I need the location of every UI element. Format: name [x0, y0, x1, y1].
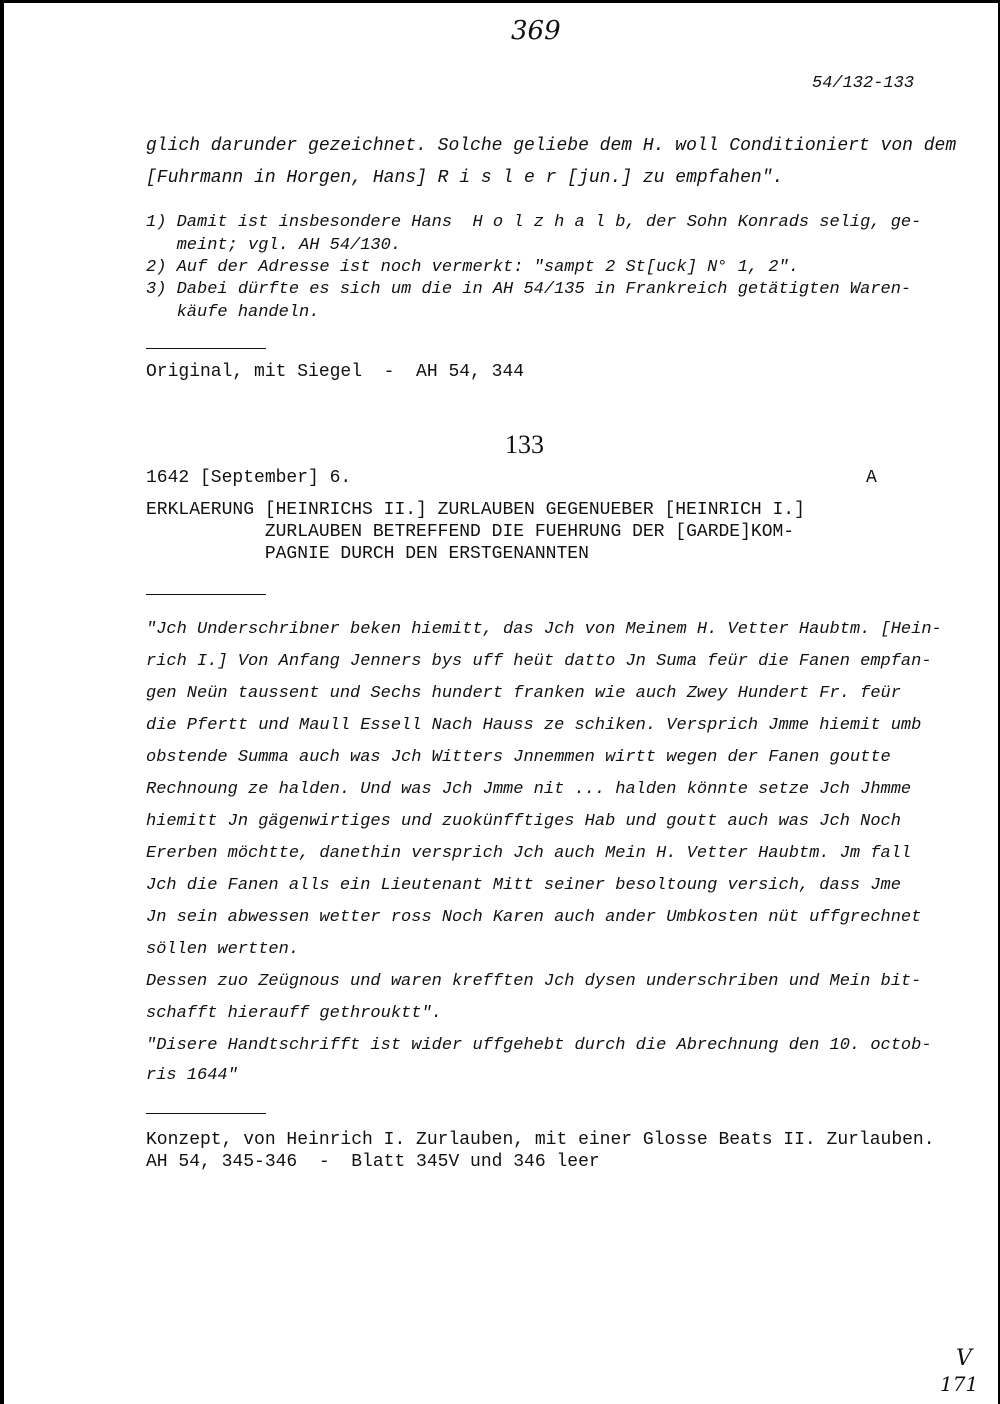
body-line: hiemitt Jn gägenwirtiges und zuokünfftiges Hab und goutt auch was Jch Noch — [146, 812, 901, 831]
footnote-line: 3) Dabei dürfte es sich um die in AH 54/135 in Frankreich getätigten Waren- — [146, 280, 912, 299]
document-type: A — [866, 468, 877, 488]
footnote-line: 2) Auf der Adresse ist noch vermerkt: "sampt 2 St[uck] N° 1, 2". — [146, 258, 799, 277]
body-line: gen Neün taussent und Sechs hundert franken wie auch Zwey Hundert Fr. feür — [146, 684, 901, 703]
body-line: schafft hierauff gethrouktt". — [146, 1004, 442, 1023]
corner-folio-number: 171 — [940, 1372, 979, 1396]
footnote-line: käufe handeln. — [146, 303, 320, 322]
scan-border-top — [0, 0, 1000, 3]
document-number: 133 — [505, 430, 544, 459]
footnote-line: meint; vgl. AH 54/130. — [146, 236, 402, 255]
previous-source-note: Original, mit Siegel - AH 54, 344 — [146, 362, 525, 382]
separator-rule — [146, 1113, 266, 1114]
document-heading-line: PAGNIE DURCH DEN ERSTGENANNTEN — [146, 544, 589, 564]
document-heading-line: ZURLAUBEN BETREFFEND DIE FUEHRUNG DER [GARDE]KOM- — [146, 522, 795, 542]
corner-check-mark: V — [956, 1346, 972, 1371]
handwritten-page-number: 369 — [511, 16, 561, 46]
footnote-line: 1) Damit ist insbesondere Hans H o l z h a l b, der Sohn Konrads selig, ge- — [146, 213, 922, 232]
body-line: Jch die Fanen alls ein Lieutenant Mitt seiner besoltoung versich, dass Jme — [146, 876, 901, 895]
body-line: rich I.] Von Anfang Jenners bys uff heüt datto Jn Suma feür die Fanen empfan- — [146, 652, 932, 671]
document-date: 1642 [September] 6. — [146, 468, 352, 488]
gloss-line: ris 1644" — [146, 1066, 238, 1085]
body-line: Dessen zuo Zeügnous und waren krefften Jch dysen underschriben und Mein bit- — [146, 972, 922, 991]
source-note-line: AH 54, 345-346 - Blatt 345V und 346 leer — [146, 1152, 600, 1172]
body-line: Rechnoung ze halden. Und was Jch Jmme nit ... halden könnte setze Jch Jhmme — [146, 780, 912, 799]
source-note-line: Konzept, von Heinrich I. Zurlauben, mit einer Glosse Beats II. Zurlauben. — [146, 1130, 935, 1150]
body-line: söllen wertten. — [146, 940, 300, 959]
body-line: Jn sein abwessen wetter ross Noch Karen auch ander Umbkosten nüt uffgrechnet — [146, 908, 922, 927]
document-heading-line: ERKLAERUNG [HEINRICHS II.] ZURLAUBEN GEGENUEBER [HEINRICH I.] — [146, 500, 805, 520]
separator-rule — [146, 348, 266, 349]
body-line: Ererben möchtte, danethin versprich Jch auch Mein H. Vetter Haubtm. Jm fall — [146, 844, 912, 863]
body-line: "Jch Underschribner beken hiemitt, das Jch von Meinem H. Vetter Haubtm. [Hein- — [146, 620, 942, 639]
gloss-line: "Disere Handtschrifft ist wider uffgehebt durch die Abrechnung den 10. octob- — [146, 1036, 932, 1055]
scan-border-left — [0, 0, 4, 1404]
prev-doc-line: [Fuhrmann in Horgen, Hans] R i s l e r [jun.] zu empfahen". — [146, 168, 784, 188]
body-line: obstende Summa auch was Jch Witters Jnnemmen wirtt wegen der Fanen goutte — [146, 748, 891, 767]
separator-rule — [146, 594, 266, 595]
archive-reference: 54/132-133 — [812, 74, 915, 93]
body-line: die Pfertt und Maull Essell Nach Hauss ze schiken. Versprich Jmme hiemit umb — [146, 716, 922, 735]
prev-doc-line: glich darunder gezeichnet. Solche geliebe dem H. woll Conditioniert von dem — [146, 136, 957, 156]
